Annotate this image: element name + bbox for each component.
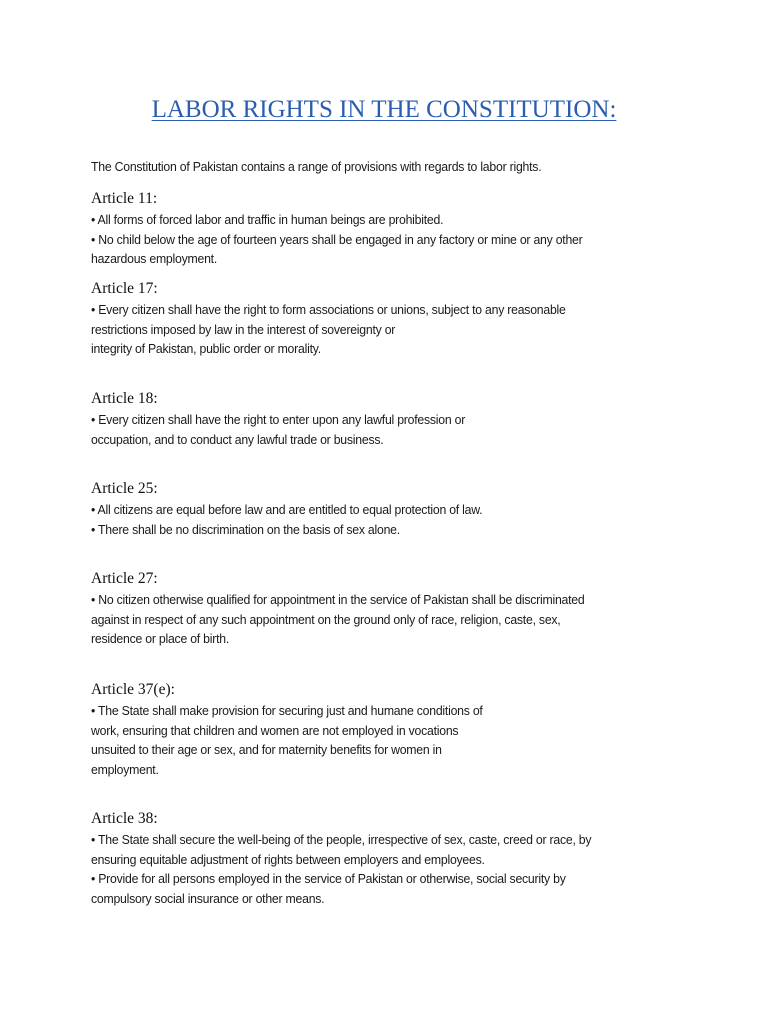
page-title: LABOR RIGHTS IN THE CONSTITUTION:: [151, 96, 617, 123]
article-line: • The State shall secure the well-being of the people, irrespective of sex, caste, creed or race, by: [91, 832, 592, 847]
article-heading: Article 11:: [91, 190, 158, 207]
article-37e-section: [91, 680, 731, 779]
article-17-section: [91, 279, 731, 359]
article-line: unsuited to their age or sex, and for maternity benefits for women in: [91, 742, 442, 758]
article-heading: Article 38:: [91, 810, 158, 827]
article-line: • No child below the age of fourteen years shall be engaged in any factory or mine or any other: [91, 231, 583, 247]
article-line: hazardous employment.: [91, 251, 218, 267]
article-heading: Article 25:: [91, 480, 158, 497]
article-line: compulsory social insurance or other means.: [91, 890, 325, 906]
article-line: • All forms of forced labor and traffic in human beings are prohibited.: [91, 212, 444, 227]
article-line: • Every citizen shall have the right to enter upon any lawful profession or: [91, 412, 466, 427]
article-line: • All citizens are equal before law and are entitled to equal protection of law.: [91, 502, 483, 517]
article-line: • The State shall make provision for securing just and humane conditions of: [91, 703, 483, 718]
article-heading: Article 27:: [91, 570, 158, 587]
article-line: • No citizen otherwise qualified for appointment in the service of Pakistan shall be discriminated: [91, 592, 585, 607]
article-heading: Article 37(e):: [91, 681, 175, 698]
article-line: • Every citizen shall have the right to form associations or unions, subject to any reasonable: [91, 302, 566, 317]
article-line: against in respect of any such appointment on the ground only of race, religion, caste, sex,: [91, 611, 561, 627]
article-25-section: [91, 479, 731, 539]
article-line: • There shall be no discrimination on the basis of sex alone.: [91, 521, 400, 537]
article-18-section: [91, 389, 731, 449]
article-line: occupation, and to conduct any lawful trade or business.: [91, 431, 384, 447]
article-11-section: [91, 189, 731, 269]
article-line: restrictions imposed by law in the interest of sovereignty or: [91, 321, 396, 337]
article-heading: Article 18:: [91, 390, 158, 407]
article-38-section: [91, 809, 731, 908]
article-line: work, ensuring that children and women are not employed in vocations: [91, 722, 459, 738]
article-27-section: [91, 569, 731, 649]
article-line: employment.: [91, 761, 159, 777]
intro-paragraph: The Constitution of Pakistan contains a range of provisions with regards to labor rights.: [91, 159, 542, 174]
article-line: • Provide for all persons employed in the service of Pakistan or otherwise, social security by: [91, 871, 566, 887]
article-line: integrity of Pakistan, public order or morality.: [91, 341, 321, 357]
article-line: ensuring equitable adjustment of rights between employers and employees.: [91, 851, 485, 867]
article-heading: Article 17:: [91, 280, 158, 297]
article-line: residence or place of birth.: [91, 631, 230, 647]
